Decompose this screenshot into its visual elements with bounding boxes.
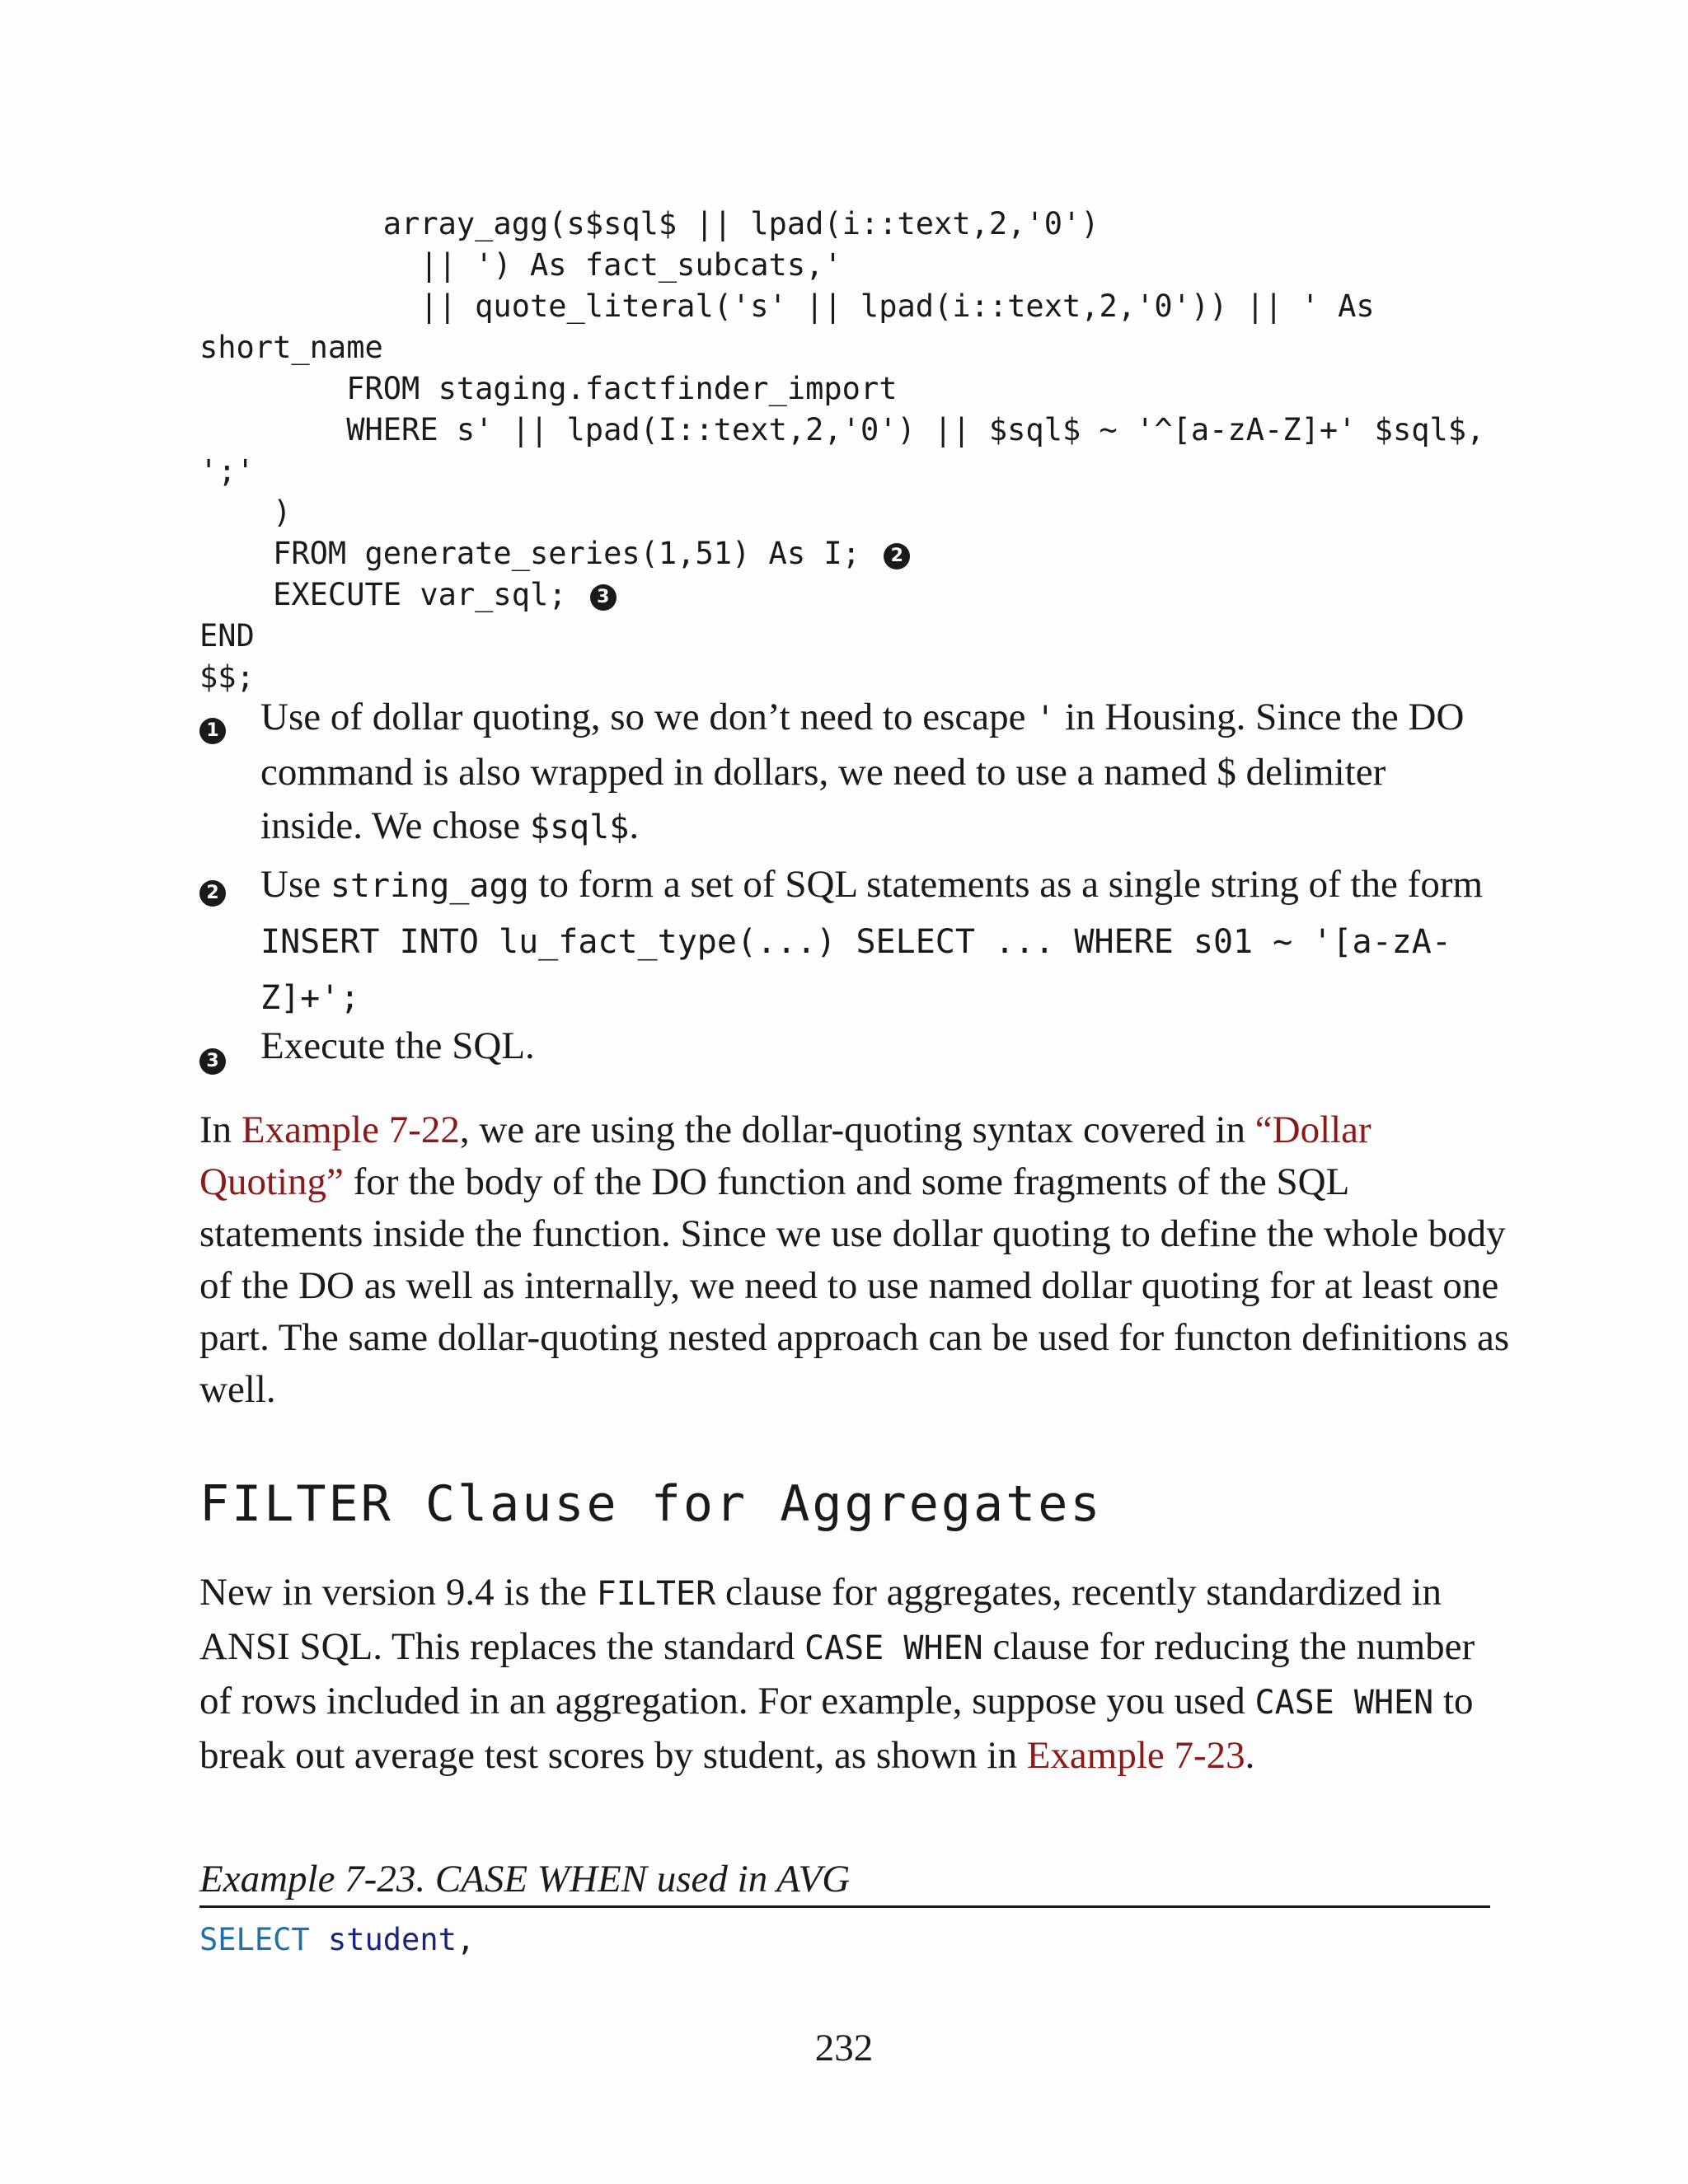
cross-reference-link[interactable]: “Dollar Quoting” (199, 1108, 1372, 1203)
callout-text: Use of dollar quoting, so we don’t need to escape ' in Housing. Since the DO command is also wrapped in dollars, we need to use a named $ delimiter inside. We chose $sql$. (260, 696, 1465, 847)
code-line: FROM staging.factfinder_import (346, 371, 898, 406)
code-line: ';' (199, 453, 255, 489)
code-line: ) (273, 494, 292, 530)
callout-marker-icon: 3 (199, 1048, 226, 1075)
sql-identifier: student (327, 1922, 457, 1957)
page-number: 232 (814, 2027, 874, 2069)
callout-text: Execute the SQL. (260, 1024, 535, 1067)
sql-keyword: SELECT (199, 1922, 310, 1957)
code-line: array_agg(s$sql$ || lpad(i::text,2,'0') (382, 206, 1100, 241)
code-line: || ') As fact_subcats,' (420, 247, 842, 283)
callout-marker-icon: 1 (199, 718, 226, 744)
example-caption: Example 7-23. CASE WHEN used in AVG (199, 1853, 1490, 1908)
code-line: END (199, 618, 255, 654)
code-line: WHERE s' || lpad(I::text,2,'0') || $sql$ ~ '^[a-zA-Z]+' $sql$, (346, 412, 1485, 448)
callout-marker-icon: 3 (590, 584, 617, 611)
code-line: $$; (199, 659, 255, 695)
body-paragraph: In Example 7-22, we are using the dollar-quoting syntax covered in “Dollar Quoting” for the body of the DO function and some fragments of the SQL statements inside the function. Since we use dollar quoting to define the whole body of the DO as well as internally, we need to use named dollar quoting for at least one part. The same dollar-quoting nested approach can be used for functon definitions as well. (199, 1108, 1510, 1411)
cross-reference-link[interactable]: Example 7-22 (241, 1108, 460, 1151)
code-line: FROM generate_series(1,51) As I; 2 (199, 533, 910, 574)
section-heading: FILTER Clause for Aggregates (199, 1475, 1103, 1533)
callout-marker-icon: 2 (199, 880, 226, 907)
body-paragraph: New in version 9.4 is the FILTER clause for aggregates, recently standardized in ANSI SQL. This replaces the standard CASE WHEN clause for reducing the number of rows included in an aggregation. For example, suppose you used CASE WHEN to break out average test scores by student, as shown in Example 7-23. (199, 1571, 1475, 1777)
cross-reference-link[interactable]: Example 7-23 (1026, 1734, 1245, 1777)
code-block-bottom: SELECT student, (199, 1922, 476, 1957)
callout-text: Use string_agg to form a set of SQL statements as a single string of the form INSERT INTO lu_fact_type(...) SELECT ... WHERE s01 ~ '[a-zA-Z]+'; (260, 863, 1484, 1017)
code-line: EXECUTE var_sql; 3 (199, 574, 617, 616)
code-line: || quote_literal('s' || lpad(i::text,2,'0')) || ' As (420, 288, 1375, 324)
callout-marker-icon: 2 (884, 543, 910, 569)
code-line: short_name (199, 330, 383, 365)
